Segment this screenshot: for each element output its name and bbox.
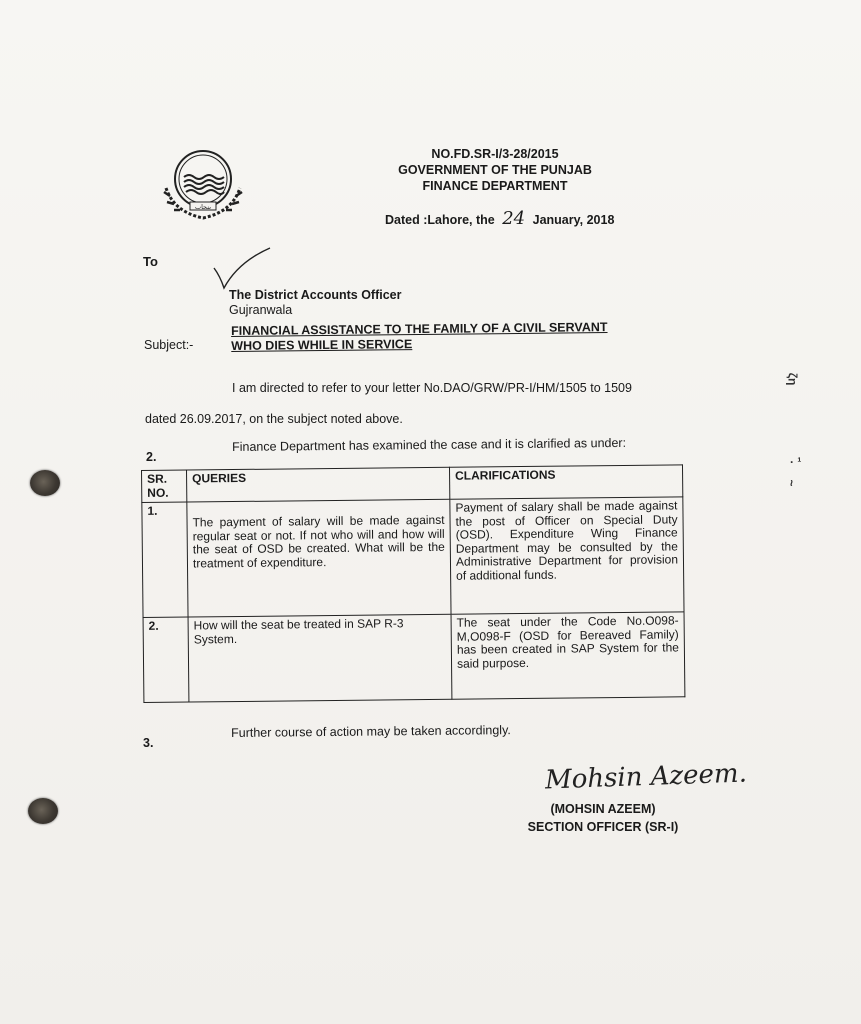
column-header-sr-no [142,470,187,502]
subject-line-2: WHO DIES WHILE IN SERVICE [231,337,413,353]
paragraph-1-line-2: dated 26.09.2017, on the subject noted above. [145,412,403,426]
subject-label: Subject:- [144,338,194,352]
table-row [142,497,684,618]
row-query: How will the seat be treated in SAP R-3 System. [188,614,452,702]
punjab-seal-icon [160,146,246,224]
row-clarification: Payment of salary shall be made against the post of Officer on Special Duty (OSD). Expenditure Wing Finance Department may be consulted by the Administrative Department for provision of additional funds. [450,497,684,614]
department-name: FINANCE DEPARTMENT [422,179,568,193]
column-header-clarifications: CLARIFICATIONS [449,465,682,499]
sr-header-line-1: SR. [147,471,168,486]
letterhead [370,146,620,194]
government-name: GOVERNMENT OF THE PUNJAB [398,163,592,177]
table-row [143,612,685,703]
paragraph-1-line-1: I am directed to refer to your letter No.DAO/GRW/PR-I/HM/1505 to 1509 [232,381,632,395]
signer-title: SECTION OFFICER (SR-I) [527,820,679,834]
punch-hole-icon [30,470,60,496]
paragraph-3-text: Further course of action may be taken accordingly. [231,723,511,740]
signature-block [508,800,698,836]
clarification-table [141,464,685,703]
date-line [385,208,614,229]
paragraph-2-number: 2. [146,450,157,464]
paragraph-3-number: 3. [143,736,154,750]
date-day-handwritten: 24 [502,208,526,229]
seal-text: پنجاب [194,203,212,211]
date-prefix: Dated :Lahore, the [385,213,495,227]
sr-header-line-2: NO. [147,485,169,500]
row-sr-no: 2. [143,617,189,702]
row-clarification: The seat under the Code No.O098-M,O098-F (OSD for Bereaved Family) has been created in SAP System for the said purpose. [451,612,685,699]
margin-mark: ~ [784,479,799,487]
row-sr-no: 1. [142,502,188,617]
paragraph-2-text: Finance Department has examined the case and it is clarified as under: [232,435,627,454]
margin-mark: ζη [785,372,800,386]
punch-hole-icon [28,798,58,824]
addressee-name: The District Accounts Officer [229,288,402,302]
subject-line-1: FINANCIAL ASSISTANCE TO THE FAMILY OF A CIVIL SERVANT [231,320,608,338]
margin-mark: · ¹ [790,455,802,469]
date-suffix: January, 2018 [532,213,615,227]
row-query: The payment of salary will be made against regular seat or not. If not who will and how will the seat of OSD be created. What will be the treatment of expenditure. [187,499,451,617]
addressee-city: Gujranwala [229,303,293,317]
column-header-queries: QUERIES [187,467,450,502]
to-label: To [143,254,158,269]
handwritten-signature: Mohsin Azeem. [544,758,748,796]
signer-name: (MOHSIN AZEEM) [550,802,656,816]
subject-text [231,319,691,354]
addressee-block [229,288,402,318]
reference-number: NO.FD.SR-I/3-28/2015 [431,147,559,161]
